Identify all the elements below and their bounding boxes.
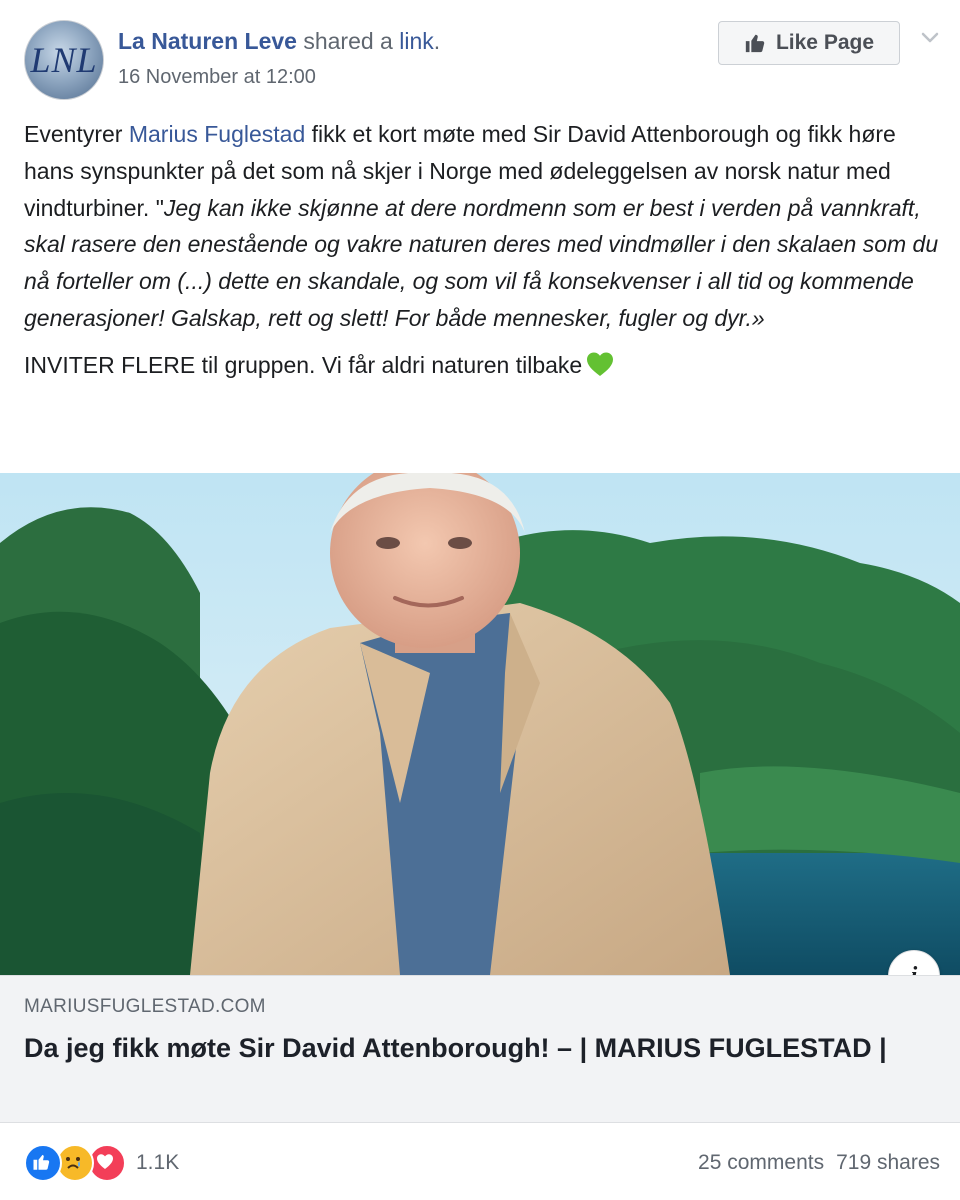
reaction-count: 1.1K bbox=[136, 1151, 180, 1174]
page-name-link[interactable]: La Naturen Leve bbox=[118, 28, 297, 54]
link-domain: MARIUSFUGLESTAD.COM bbox=[24, 996, 266, 1017]
avatar-logo-text: LNL bbox=[30, 40, 98, 80]
shares-count[interactable]: 719 shares bbox=[836, 1151, 940, 1174]
message-paragraph-2 bbox=[24, 347, 940, 384]
green-heart-icon bbox=[586, 351, 614, 377]
post-footer bbox=[0, 1124, 960, 1200]
post-header bbox=[118, 28, 440, 55]
post-message bbox=[24, 116, 940, 384]
attenborough-photo bbox=[0, 473, 960, 975]
post-timestamp[interactable]: 16 November at 12:00 bbox=[118, 66, 316, 88]
reactions-summary[interactable] bbox=[24, 1144, 179, 1182]
comments-count[interactable]: 25 comments bbox=[698, 1151, 825, 1174]
person-link[interactable]: Marius Fuglestad bbox=[128, 121, 306, 147]
post-stats bbox=[698, 1151, 940, 1175]
header-period: . bbox=[433, 28, 441, 54]
message-intro: Eventyrer bbox=[24, 121, 129, 147]
like-page-button[interactable] bbox=[718, 21, 900, 65]
like-page-label: Like Page bbox=[775, 31, 875, 54]
message-paragraph-1 bbox=[24, 116, 940, 337]
thumbs-up-icon bbox=[744, 32, 766, 54]
link-preview-caption[interactable] bbox=[0, 975, 960, 1123]
message-quote: Jeg kan ikke skjønne at dere nordmenn som er best i verden på vannkraft, skal rasere den enestående og vakre naturen deres med vindmøller i den skalaen som du nå forteller om (...) dette en skandale, og som vil få konsekvenser i all tid og kommende generasjoner! Galskap, rett og slett! For både mennesker, fugler og dyr.» bbox=[24, 194, 939, 331]
link-title[interactable]: Da jeg fikk møte Sir David Attenborough! – | MARIUS FUGLESTAD | bbox=[24, 1033, 887, 1063]
invite-text: INVITER FLERE til gruppen. Vi får aldri naturen tilbake bbox=[24, 351, 583, 378]
link-word[interactable]: link bbox=[399, 28, 434, 54]
shared-text: shared a bbox=[303, 28, 393, 54]
link-preview-image[interactable] bbox=[0, 473, 960, 975]
like-reaction-icon bbox=[24, 1144, 62, 1182]
message-text: fikk et kort møte med Sir David Attenborough og fikk høre hans synspunkter på det som nå skjer i Norge med ødeleggelsen av norsk natur med vindturbiner. " bbox=[24, 121, 896, 221]
chevron-down-icon[interactable] bbox=[918, 26, 942, 50]
page-avatar[interactable] bbox=[24, 20, 104, 100]
